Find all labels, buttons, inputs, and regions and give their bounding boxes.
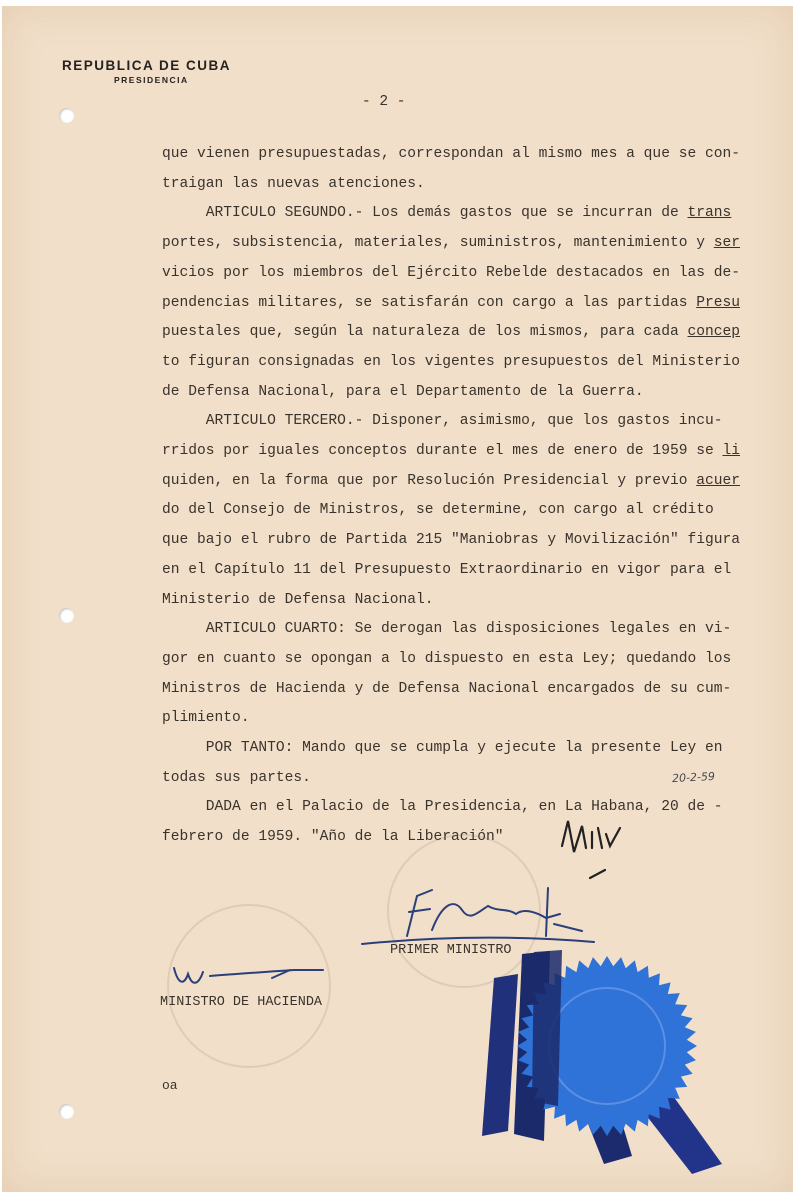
line-text-underlined: acuer [696, 472, 741, 489]
line-text: portes, subsistencia, materiales, suministros, mantenimiento y [162, 235, 714, 252]
line-text: gor en cuanto se opongan a lo dispuesto en esta Ley; quedando los [162, 650, 732, 667]
line-text: que vienen presupuestadas, correspondan al mismo mes a que se con- [162, 146, 741, 162]
line-text: que bajo el rubro de Partida 215 "Maniobras y Movilización" figura [162, 532, 741, 549]
line-text: febrero de 1959. "Año de la Liberación" [162, 829, 504, 846]
signatures-and-seal [2, 6, 793, 1192]
line-text: ARTICULO SEGUNDO.- Los demás gastos que se incurran de [162, 205, 688, 222]
ministro-hacienda-label: MINISTRO DE HACIENDA [160, 995, 323, 1010]
page-number: - 2 - [362, 94, 406, 110]
line-text-underlined: li [722, 443, 741, 459]
primer-ministro-signature [362, 888, 594, 944]
hacienda-signature [174, 968, 323, 983]
line-text: quiden, en la forma que por Resolución Presidencial y previo [162, 472, 697, 489]
line-text: de Defensa Nacional, para el Departamento de la Guerra. [162, 383, 644, 400]
letterhead-title: REPUBLICA DE CUBA [62, 58, 232, 73]
line-text-underlined: trans [687, 205, 732, 222]
initials-signature [562, 821, 620, 878]
line-text: DADA en el Palacio de la Presidencia, en La Habana, 20 de - [162, 799, 723, 816]
letterhead-subtitle: PRESIDENCIA [114, 75, 189, 85]
line-text: Ministerio de Defensa Nacional. [162, 591, 434, 608]
handwritten-date: 20-2-59 [671, 769, 716, 786]
line-text: ARTICULO CUARTO: Se derogan las disposiciones legales en vi- [162, 621, 732, 638]
line-text: POR TANTO: Mando que se cumpla y ejecute la presente Ley en [162, 740, 723, 756]
line-text: pendencias militares, se satisfarán con cargo a las partidas [162, 294, 697, 311]
line-text: plimiento. [162, 710, 250, 727]
line-text-underlined: concep [687, 324, 741, 341]
line-text: rridos por iguales conceptos durante el mes de enero de 1959 se [162, 443, 723, 459]
document-page [2, 6, 793, 1192]
primer-ministro-label: PRIMER MINISTRO [390, 943, 512, 958]
line-text: traigan las nuevas atenciones. [162, 175, 425, 192]
line-text: to figuran consignadas en los vigentes presupuestos del Ministerio [162, 353, 741, 370]
line-text: Ministros de Hacienda y de Defensa Nacional encargados de su cum- [162, 680, 732, 697]
line-text: do del Consejo de Ministros, se determine, con cargo al crédito [162, 502, 714, 519]
line-text: todas sus partes. [162, 769, 311, 786]
line-text: ARTICULO TERCERO.- Disponer, asimismo, que los gastos incu- [162, 413, 723, 430]
line-text: en el Capítulo 11 del Presupuesto Extraordinario en vigor para el [162, 561, 732, 578]
line-text: puestales que, según la naturaleza de los mismos, para cada [162, 324, 688, 341]
typist-initials: oa [162, 1078, 178, 1093]
line-text-underlined: ser [713, 235, 741, 252]
line-text: vicios por los miembros del Ejército Rebelde destacados en las de- [162, 264, 741, 281]
ribbon-seal [482, 950, 722, 1174]
line-text-underlined: Presu [696, 294, 741, 311]
